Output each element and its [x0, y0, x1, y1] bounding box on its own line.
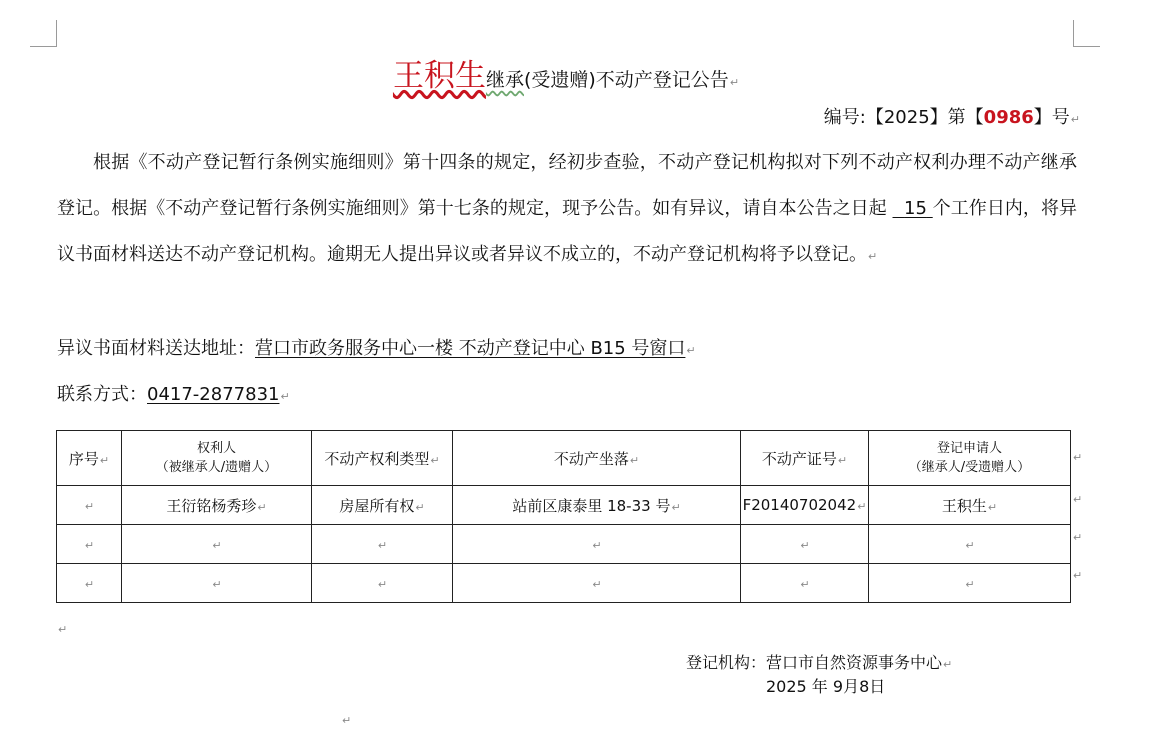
page-corner-mark-top-right — [1073, 20, 1100, 47]
cell-applicant: ↵ — [869, 564, 1071, 603]
cell-holder: 王衍铭杨秀珍↵ — [122, 486, 312, 525]
signature-date: 2025 年 9月8日 — [766, 677, 886, 696]
cell-holder: ↵ — [122, 564, 312, 603]
paragraph-mark-icon: ↵ — [280, 390, 290, 403]
cell-location: ↵ — [453, 525, 741, 564]
doc-number-label: 编号: — [823, 107, 866, 128]
row-end-mark-icon: ↵ — [1073, 493, 1083, 506]
cell-right-type: ↵ — [312, 525, 453, 564]
notice-paragraph — [57, 140, 1077, 280]
page-corner-mark-top-left — [30, 20, 57, 47]
title-paren: (受遗赠) — [523, 69, 596, 91]
header-cert-number: 不动产证号↵ — [741, 431, 869, 486]
table-row — [57, 525, 1071, 564]
header-location: 不动产坐落↵ — [453, 431, 741, 486]
cell-cert-number: ↵ — [741, 525, 869, 564]
table-row — [57, 564, 1071, 603]
cell-location: ↵ — [453, 564, 741, 603]
row-end-mark-icon: ↵ — [1073, 531, 1083, 544]
row-end-mark-icon: ↵ — [1073, 569, 1083, 582]
notice-days: 15 — [904, 198, 927, 219]
row-end-mark-icon: ↵ — [1073, 451, 1083, 464]
doc-number-di: 第 — [947, 107, 966, 128]
cell-cert-number: ↵ — [741, 564, 869, 603]
address-line — [57, 334, 696, 360]
cell-holder: ↵ — [122, 525, 312, 564]
cell-applicant: 王积生↵ — [869, 486, 1071, 525]
contact-value: 0417-2877831 — [147, 384, 280, 405]
title-suffix: 不动产登记公告 — [595, 69, 729, 91]
cell-location: 站前区康泰里 18-33 号↵ — [453, 486, 741, 525]
cell-seq: ↵ — [57, 564, 122, 603]
paragraph-mark-icon: ↵ — [1070, 113, 1080, 126]
header-seq: 序号↵ — [57, 431, 122, 486]
doc-number-hao: 号 — [1051, 107, 1070, 128]
paragraph-mark-icon: ↵ — [58, 623, 68, 636]
cell-applicant: ↵ — [869, 525, 1071, 564]
notice-body — [57, 140, 1077, 280]
contact-label: 联系方式： — [57, 384, 147, 405]
doc-number-rb: 】 — [1033, 107, 1052, 128]
doc-number-year: 【2025】 — [865, 107, 948, 128]
header-holder: 权利人 （被继承人/遗赠人） — [122, 431, 312, 486]
doc-number — [824, 103, 1080, 129]
registration-table — [56, 430, 1071, 603]
table-header-row — [57, 431, 1071, 486]
paragraph-mark-icon: ↵ — [868, 250, 878, 263]
cell-right-type: ↵ — [312, 564, 453, 603]
address-value: 营口市政务服务中心一楼 不动产登记中心 B15 号窗口 — [255, 338, 686, 359]
document-title — [0, 50, 1132, 95]
notice-text-b: 个工作日内，将异议书面材料送达不动产登记机构。逾期无人提出异议或者异议不成立的，不动产登记机构将予以登记。 — [57, 198, 1077, 265]
title-prefix: 继承 — [485, 69, 524, 91]
header-applicant: 登记申请人 （继承人/受遗赠人） — [869, 431, 1071, 486]
paragraph-mark-icon: ↵ — [342, 714, 352, 727]
title-name: 王积生 — [392, 58, 486, 94]
paragraph-mark-icon: ↵ — [686, 344, 696, 357]
cell-seq: ↵ — [57, 525, 122, 564]
signature-org: 登记机构：营口市自然资源事务中心↵ — [686, 653, 953, 672]
cell-seq: ↵ — [57, 486, 122, 525]
table-row — [57, 486, 1071, 525]
header-right-type: 不动产权利类型↵ — [312, 431, 453, 486]
paragraph-mark-icon: ↵ — [729, 76, 740, 89]
contact-line — [57, 380, 290, 406]
doc-number-value: 0986 — [983, 107, 1034, 128]
address-label: 异议书面材料送达地址： — [57, 338, 255, 359]
cell-cert-number: F20140702042↵ — [741, 486, 869, 525]
notice-text-a: 根据《不动产登记暂行条例实施细则》第十四条的规定，经初步查验，不动产登记机构拟对下列不动产权利办理不动产继承登记。根据《不动产登记暂行条例实施细则》第十七条的规定，现予公告。如有异议，请自本公告之日起 — [57, 152, 1077, 219]
cell-right-type: 房屋所有权↵ — [312, 486, 453, 525]
doc-number-lb: 【 — [965, 107, 984, 128]
